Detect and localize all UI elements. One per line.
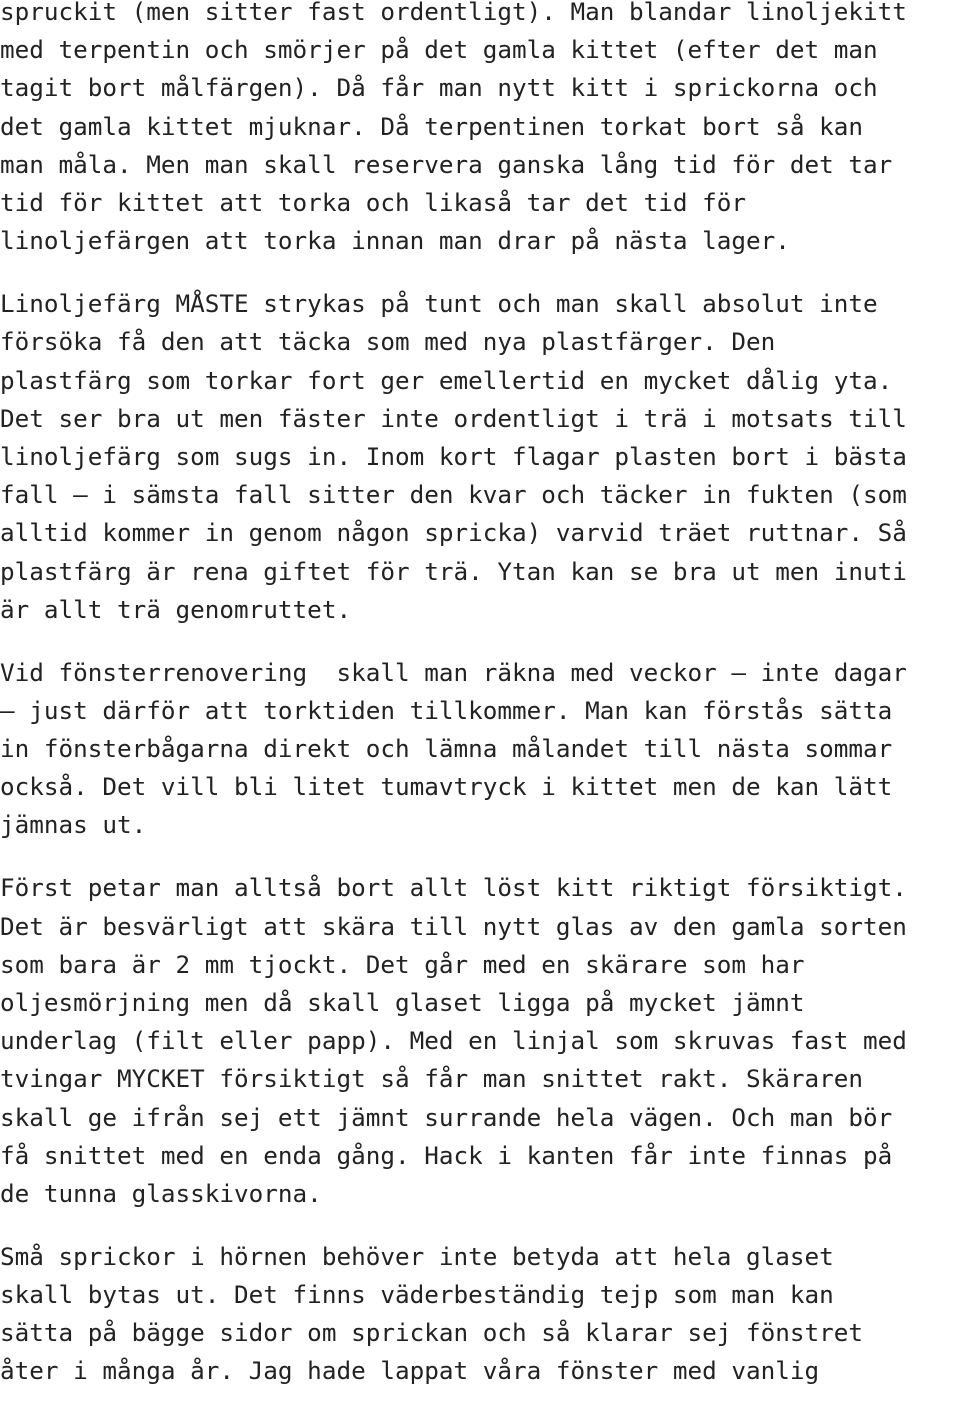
paragraph-kitt (0, 0, 960, 260)
text-line: få snittet med en enda gång. Hack i kanten får inte finnas på (0, 1140, 893, 1170)
text-line: Vid fönsterrenovering skall man räkna med veckor – inte dagar (0, 657, 907, 687)
paragraph-glas (0, 869, 960, 1213)
text-line: är allt trä genomruttet. (0, 594, 352, 624)
paragraph-linoljefarg (0, 285, 960, 629)
text-line: alltid kommer in genom någon spricka) varvid träet ruttnar. Så (0, 518, 907, 548)
text-line: det gamla kittet mjuknar. Då terpentinen torkat bort så kan (0, 111, 864, 141)
text-line: tvingar MYCKET försiktigt så får man snittet rakt. Skäraren (0, 1064, 864, 1094)
text-line: Det är besvärligt att skära till nytt glas av den gamla sorten (0, 911, 907, 941)
text-line: – just därför att torktiden tillkommer. Man kan förstås sätta (0, 695, 893, 725)
text-line: skall ge ifrån sej ett jämnt surrande hela vägen. Och man bör (0, 1102, 893, 1132)
text-line: åter i många år. Jag hade lappat våra fönster med vanlig (0, 1356, 820, 1386)
text-line: plastfärg är rena giftet för trä. Ytan kan se bra ut men inuti (0, 556, 907, 586)
text-line: underlag (filt eller papp). Med en linjal som skruvas fast med (0, 1026, 907, 1056)
text-line: som bara är 2 mm tjockt. Det går med en skärare som har (0, 949, 805, 979)
paragraph-fonsterrenovering (0, 654, 960, 845)
text-line: tid för kittet att torka och likaså tar det tid för (0, 188, 747, 218)
paragraph-sprickor (0, 1238, 960, 1391)
text-line: oljesmörjning men då skall glaset ligga på mycket jämnt (0, 987, 805, 1017)
text-line: Linoljefärg MÅSTE strykas på tunt och man skall absolut inte (0, 289, 878, 319)
text-line: sätta på bägge sidor om sprickan och så klarar sej fönstret (0, 1318, 864, 1348)
text-line: Först petar man alltså bort allt löst kitt riktigt försiktigt. (0, 873, 907, 903)
text-line: Små sprickor i hörnen behöver inte betyda att hela glaset (0, 1241, 834, 1271)
text-line: de tunna glasskivorna. (0, 1178, 322, 1208)
text-line: linoljefärg som sugs in. Inom kort flagar plasten bort i bästa (0, 441, 907, 471)
text-line: man måla. Men man skall reservera ganska lång tid för det tar (0, 149, 893, 179)
text-line: med terpentin och smörjer på det gamla kittet (efter det man (0, 35, 878, 65)
text-line: linoljefärgen att torka innan man drar på nästa lager. (0, 226, 790, 256)
text-line: försöka få den att täcka som med nya plastfärger. Den (0, 327, 776, 357)
text-line: också. Det vill bli litet tumavtryck i kittet men de kan lätt (0, 772, 893, 802)
text-line: Det ser bra ut men fäster inte ordentligt i trä i motsats till (0, 403, 907, 433)
text-line: fall – i sämsta fall sitter den kvar och täcker in fukten (som (0, 480, 907, 510)
text-line: in fönsterbågarna direkt och lämna målandet till nästa sommar (0, 734, 893, 764)
text-line: jämnas ut. (0, 810, 147, 840)
text-line: plastfärg som torkar fort ger emellertid en mycket dålig yta. (0, 365, 893, 395)
text-line: spruckit (men sitter fast ordentligt). Man blandar linoljekitt (0, 0, 907, 26)
text-line: skall bytas ut. Det finns väderbeständig tejp som man kan (0, 1280, 834, 1310)
text-line: tagit bort målfärgen). Då får man nytt kitt i sprickorna och (0, 73, 878, 103)
